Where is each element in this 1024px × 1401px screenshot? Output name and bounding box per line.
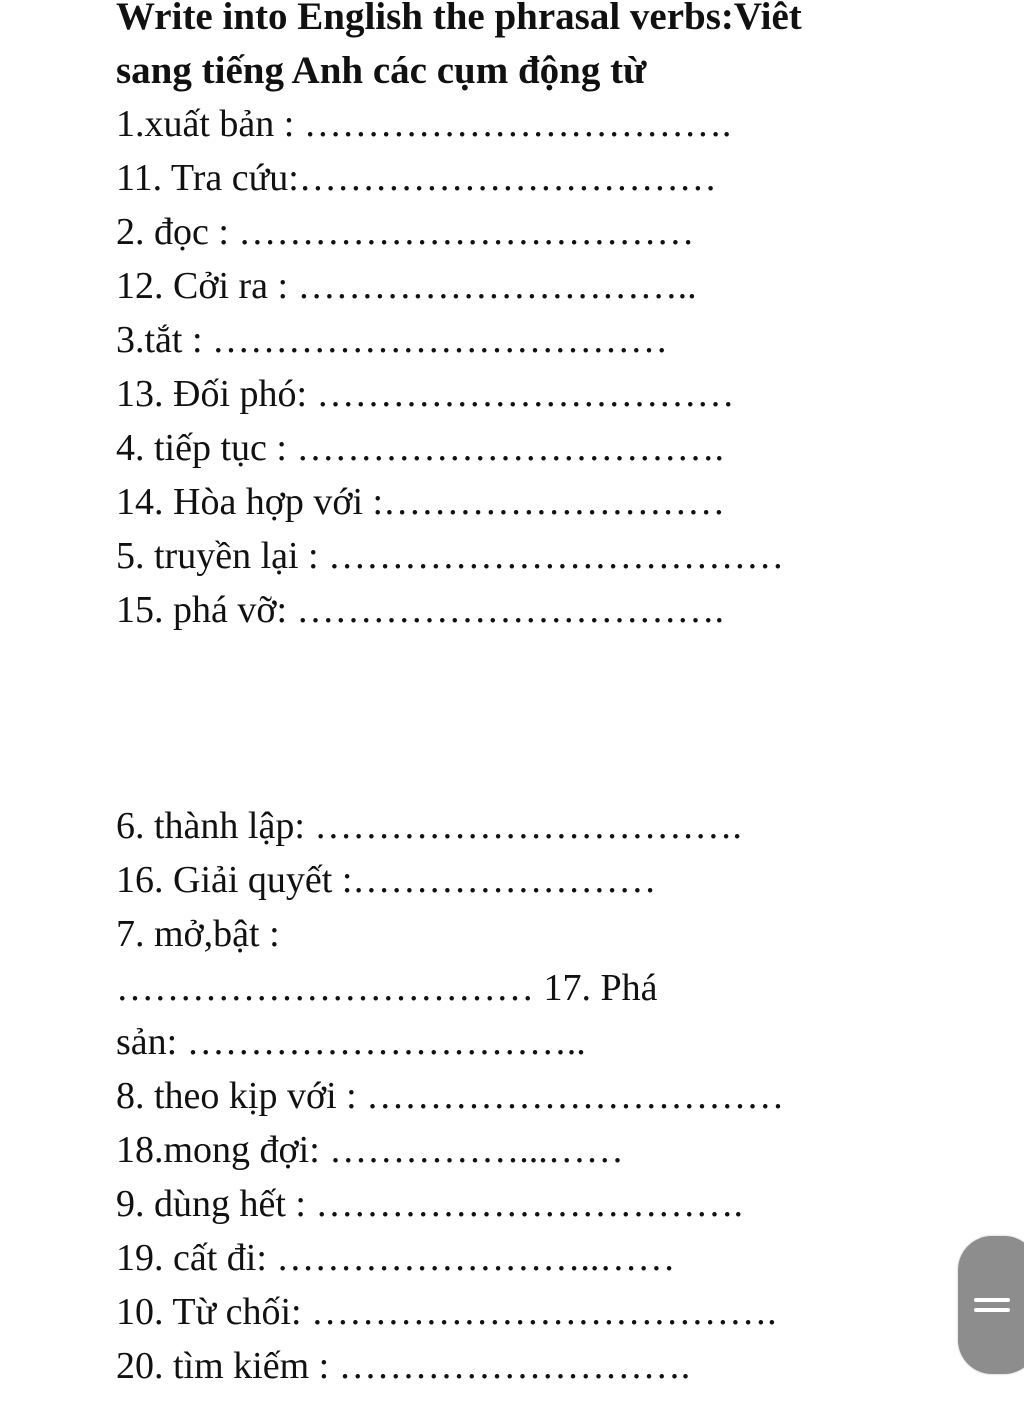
item-13-cope-with: 13. Đối phó: …………………………… [116,373,735,415]
item-14-get-along-with: 14. Hòa hợp với :……………………… [116,481,726,523]
item-16-solve: 16. Giải quyết :…………………… [116,859,657,901]
item-20-look-for: 20. tìm kiếm : ………………………. [116,1345,691,1387]
scroll-handle[interactable] [958,1236,1024,1374]
item-8-keep-up-with: 8. theo kịp với : …………………………… [116,1075,785,1117]
item-5-pass-down: 5. truyền lại : ……………………………… [116,535,785,577]
heading-line-1: Write into English the phrasal verbs:Viêt [116,0,802,38]
item-11-look-up: 11. Tra cứu:…………………………… [116,157,717,199]
item-17-go-bankrupt-part1: …………………………… 17. Phá [116,967,658,1009]
item-1-publish: 1.xuất bản : ……………………………. [116,103,732,145]
worksheet-heading [116,0,936,98]
item-6-set-up: 6. thành lập: ……………………………. [116,805,742,847]
item-3-turn-off: 3.tắt : ……………………………… [116,319,669,361]
item-19-put-away: 19. cất đi: ……………………..…… [116,1237,676,1279]
item-12-take-off: 12. Cởi ra : ………………………….. [116,265,697,307]
item-7-turn-on: 7. mở,bật : [116,913,280,955]
item-18-look-forward-to: 18.mong đợi: ……………...…… [116,1129,624,1171]
heading-line-2: sang tiếng Anh các cụm động từ [116,49,647,92]
item-10-turn-down: 10. Từ chối: ………………………………. [116,1291,777,1333]
item-15-break-down: 15. phá vỡ: ……………………………. [116,589,725,631]
item-9-use-up: 9. dùng hết : ……………………………. [116,1183,743,1225]
item-2-read: 2. đọc : ……………………………… [116,211,695,253]
item-4-continue: 4. tiếp tục : ……………………………. [116,427,724,469]
item-17-go-bankrupt-part2: sản: ………………………….. [116,1021,586,1063]
